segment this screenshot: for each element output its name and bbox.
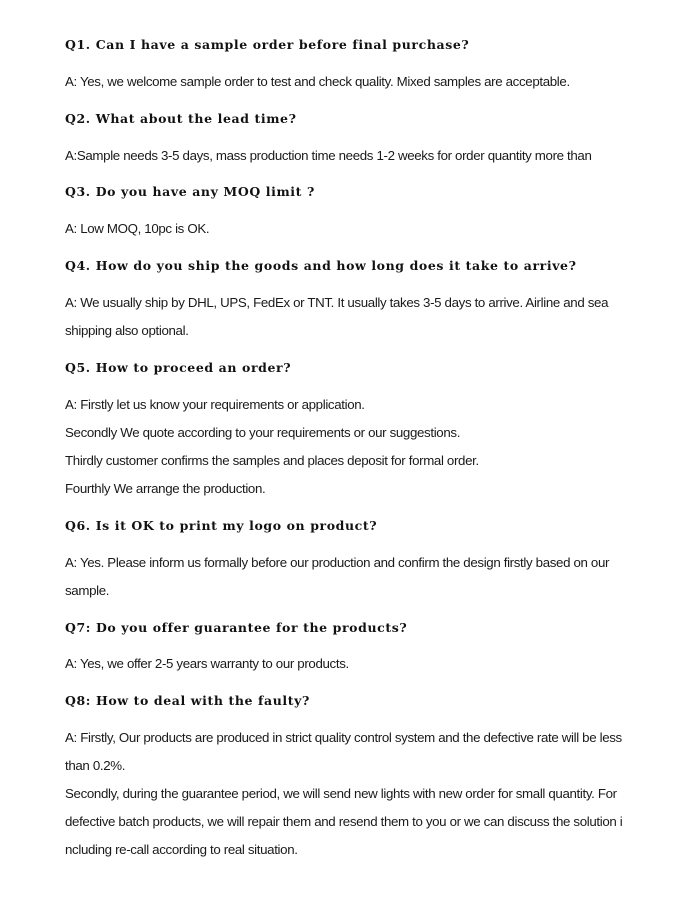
answer-8-line-3: Secondly, during the guarantee period, we will send new lights with new order for small quantity. For — [65, 786, 617, 801]
answer-5-line-2: Secondly We quote according to your requirements or our suggestions. — [65, 425, 461, 440]
question-2: Q2. What about the lead time? — [65, 111, 297, 126]
answer-6-line-2: sample. — [65, 583, 110, 598]
answer-8-line-5: ncluding re-call according to real situation. — [65, 842, 298, 857]
question-7: Q7: Do you offer guarantee for the products? — [65, 620, 408, 635]
answer-7-line-1: A: Yes, we offer 2-5 years warranty to our products. — [65, 656, 349, 671]
question-8: Q8: How to deal with the faulty? — [65, 693, 310, 708]
answer-2-line-1: A:Sample needs 3-5 days, mass production time needs 1-2 weeks for order quantity more than — [65, 148, 592, 163]
answer-4-line-1: A: We usually ship by DHL, UPS, FedEx or TNT. It usually takes 3-5 days to arrive. Airline and sea — [65, 295, 609, 310]
answer-5-line-1: A: Firstly let us know your requirements or application. — [65, 397, 365, 412]
answer-5-line-4: Fourthly We arrange the production. — [65, 481, 266, 496]
answer-8-line-2: than 0.2%. — [65, 758, 126, 773]
question-6: Q6. Is it OK to print my logo on product? — [65, 518, 378, 533]
answer-5-line-3: Thirdly customer confirms the samples and places deposit for formal order. — [65, 453, 479, 468]
question-3: Q3. Do you have any MOQ limit ? — [65, 184, 315, 199]
answer-1-line-1: A: Yes, we welcome sample order to test and check quality. Mixed samples are acceptable. — [65, 74, 570, 89]
answer-8-line-1: A: Firstly, Our products are produced in strict quality control system and the defective rate will be less — [65, 730, 622, 745]
answer-6-line-1: A: Yes. Please inform us formally before our production and confirm the design firstly based on our — [65, 555, 610, 570]
answer-4-line-2: shipping also optional. — [65, 323, 189, 338]
answer-8-line-4: defective batch products, we will repair them and resend them to you or we can discuss the solution i — [65, 814, 623, 829]
question-4: Q4. How do you ship the goods and how long does it take to arrive? — [65, 258, 577, 273]
answer-3-line-1: A: Low MOQ, 10pc is OK. — [65, 221, 210, 236]
question-5: Q5. How to proceed an order? — [65, 360, 292, 375]
question-1: Q1. Can I have a sample order before final purchase? — [65, 37, 470, 52]
